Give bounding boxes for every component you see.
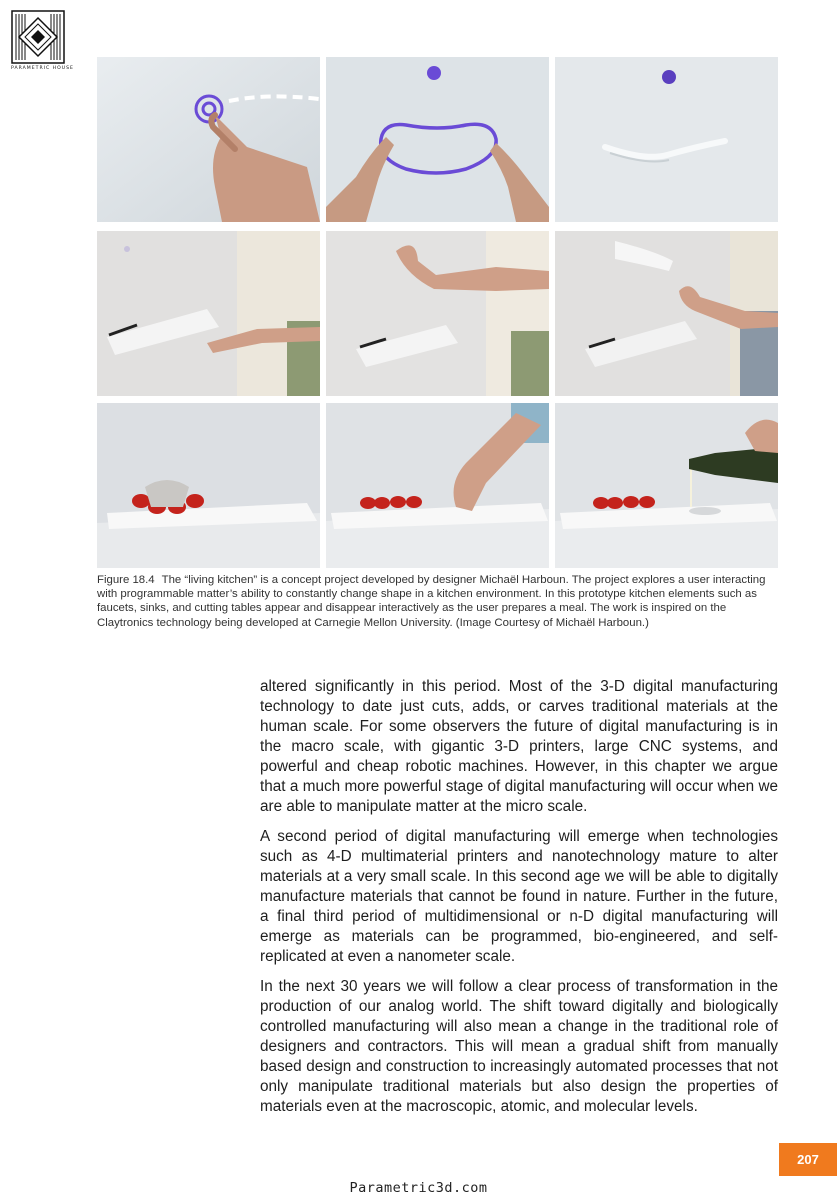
photo-strawberries-press: [326, 403, 549, 568]
figure-number: Figure 18.4: [97, 574, 155, 586]
page-number: 207: [779, 1143, 837, 1176]
figure-caption-text: The “living kitchen” is a concept project developed by designer Michaël Harboun. The project explores a user interacting with programmable matter’s ability to constantly change shape in a kitchen environment. In this prototype kitchen elements such as faucets, sinks, and cutting tables appear and disappear interactively as the user prepares a meal. The work is inspired on the Claytronics technology being developed at Carnegie Mellon University. (Image Courtesy of Michaël Harboun.): [97, 574, 766, 629]
photo-faucet-pinch: [326, 231, 549, 396]
paragraph: In the next 30 years we will follow a clear process of transformation in the production of our analog world. The shift toward digitally and biologically controlled manufacturing will also mean a change in the traditional role of designers and contractors. This will mean a gradual shift from manually based design and construction to increasingly automated processes that not only manipulate traditional materials but also design the properties of materials even at the macroscopic, atomic, and molecular levels.: [260, 978, 778, 1115]
photo-hands-smile: [326, 57, 549, 222]
photo-wall-groove: [555, 57, 778, 222]
photo-strawberries-bowl: [97, 403, 320, 568]
photo-bottle-pour: [555, 403, 778, 568]
footer-watermark: Parametric3d.com: [349, 1180, 488, 1196]
publisher-logo: [11, 10, 74, 71]
paragraph: A second period of digital manufacturing will emerge when technologies such as 4-D multimaterial printers and nanotechnology mature to alter materials at a very small scale. In this second age we will be able to digitally manufacture materials that cannot be found in nature. Further in the future, a final third period of multidimensional or n-D digital manufacturing will emerge as materials can be programmed, bio-engineered, and self-replicated at even a nanometer scale.: [260, 828, 778, 965]
body-text: [260, 677, 778, 1127]
photo-faucet-water: [555, 231, 778, 396]
logo-text: PARAMETRIC HOUSE: [11, 66, 74, 71]
photo-faucet-hand: [97, 231, 320, 396]
figure-caption: [97, 573, 779, 630]
logo-mark-icon: [11, 10, 65, 64]
paragraph: altered significantly in this period. Most of the 3-D digital manufacturing technology to date just cuts, adds, or carves traditional materials at the human scale. For some observers the future of digital manufacturing is in the macro scale, with gigantic 3-D printers, large CNC systems, and powerful and cheap robotic machines. However, in this chapter we argue that a much more powerful stage of digital manufacturing will occur when we are able to manipulate matter at the micro scale.: [260, 678, 778, 815]
figure-image-grid: [97, 57, 778, 568]
photo-finger-circle: [97, 57, 320, 222]
